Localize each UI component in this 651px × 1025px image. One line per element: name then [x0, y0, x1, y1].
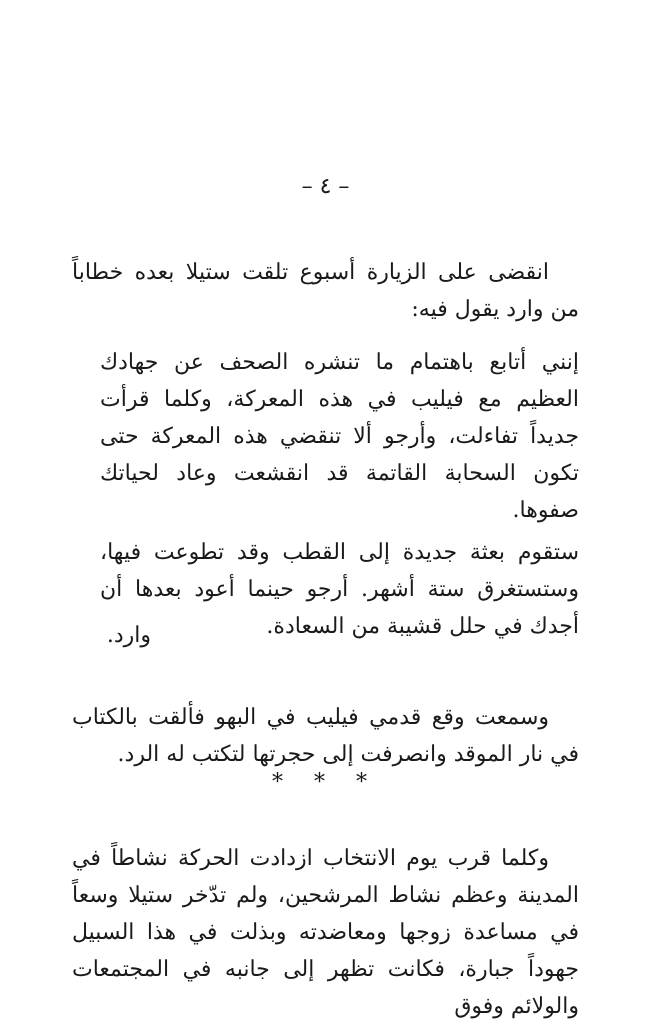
narrative-paragraph: وسمعت وقع قدمي فيليب في البهو فألقت بالكتاب في نار الموقد وانصرفت إلى حجرتها لتكتب له الرد. [72, 705, 579, 767]
letter-paragraph-1: إنني أتابع باهتمام ما تنشره الصحف عن جهادك العظيم مع فيليب في هذه المعركة، وكلما قرأت جديداً تفاءلت، وأرجو ألا تنقضي هذه المعركة حتى تكون السحابة القاتمة قد انقشعت وعاد لحياتك صفوها. [100, 350, 579, 523]
continuation-paragraph: وكلما قرب يوم الانتخاب ازدادت الحركة نشاطاً في المدينة وعظم نشاط المرشحين، ولم تدّخر ستيلا وسعاً في مساعدة زوجها ومعاضدته وبذلت في هذا السبيل جهوداً جبارة، فكانت تظهر إلى جانبه في المجتمعات والولائم وفوق [72, 846, 579, 1019]
intro-paragraph: انقضى على الزيارة أسبوع تلقت ستيلا بعده خطاباً من وارد يقول فيه: [72, 260, 579, 322]
page-number: – ٤ – [301, 174, 350, 199]
letter-signature: وارد. [106, 623, 151, 648]
letter-paragraph-2: ستقوم بعثة جديدة إلى القطب وقد تطوعت فيها، وستستغرق ستة أشهر. أرجو حينما أعود بعدها أن أجدك في حلل قشيبة من السعادة. [100, 540, 580, 639]
section-separator: * * * [272, 770, 379, 795]
